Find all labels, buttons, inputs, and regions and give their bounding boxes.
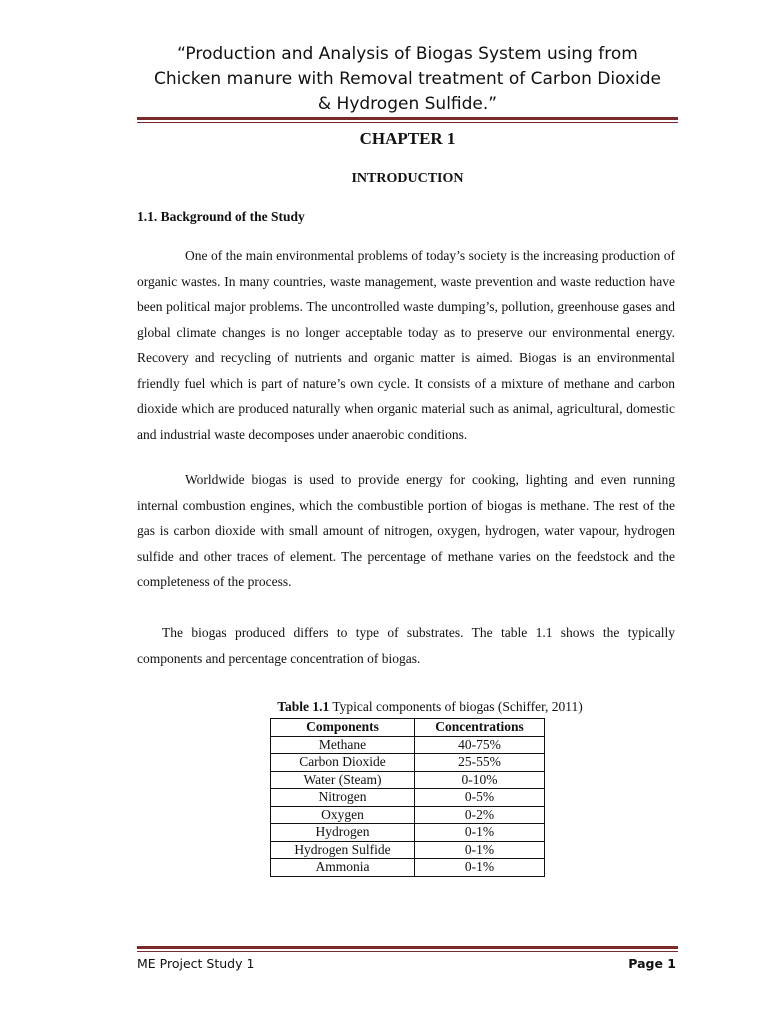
table-cell-component: Water (Steam) <box>271 771 415 789</box>
paragraph-3: The biogas produced differs to type of substrates. The table 1.1 shows the typically components and percentage concentration of biogas. <box>137 625 675 666</box>
table-cell-component: Methane <box>271 736 415 754</box>
table-header-row <box>271 719 545 737</box>
table-row <box>271 806 545 824</box>
table-row <box>271 859 545 877</box>
table-cell-component: Carbon Dioxide <box>271 754 415 772</box>
table-cell-concentration: 0-10% <box>415 771 545 789</box>
table-cell-component: Oxygen <box>271 806 415 824</box>
table-caption-text: Typical components of biogas (Schiffer, 2011) <box>329 699 583 714</box>
table-cell-concentration: 0-2% <box>415 806 545 824</box>
table-row <box>271 754 545 772</box>
header-title-line-3: & Hydrogen Sulfide.” <box>317 94 498 114</box>
table-cell-concentration: 0-1% <box>415 859 545 877</box>
table-row <box>271 771 545 789</box>
table-cell-concentration: 0-1% <box>415 841 545 859</box>
table-cell-component: Hydrogen Sulfide <box>271 841 415 859</box>
table-row <box>271 824 545 842</box>
paragraph-2: Worldwide biogas is used to provide energy for cooking, lighting and even running internal combustion engines, which the combustible portion of biogas is methane. The rest of the gas is carbon dioxide with small amount of nitrogen, oxygen, hydrogen, water vapour, hydrogen sulfide and other traces of element. The percentage of methane varies on the feedstock and the completeness of the process. <box>137 472 675 589</box>
table-cell-concentration: 0-5% <box>415 789 545 807</box>
biogas-components-table <box>270 718 545 877</box>
footer-project-label: ME Project Study 1 <box>137 956 255 971</box>
table-caption <box>137 699 723 715</box>
section-heading: 1.1. Background of the Study <box>137 209 305 224</box>
header-title-line-1: “Production and Analysis of Biogas System using from <box>177 44 638 64</box>
table-row <box>271 789 545 807</box>
table-cell-concentration: 25-55% <box>415 754 545 772</box>
table-cell-component: Hydrogen <box>271 824 415 842</box>
table-cell-component: Ammonia <box>271 859 415 877</box>
table-row <box>271 841 545 859</box>
document-header-title <box>100 42 715 117</box>
header-rule-thick <box>137 117 678 120</box>
footer-rule-thick <box>137 946 678 949</box>
footer-rule-thin <box>137 951 678 952</box>
table-cell-concentration: 40-75% <box>415 736 545 754</box>
paragraph-1: One of the main environmental problems of today’s society is the increasing production of organic wastes. In many countries, waste management, waste prevention and waste reduction have been political major problems. The uncontrolled waste dumping’s, pollution, greenhouse gases and global climate changes is no longer acceptable today as to preserve our environmental energy. Recovery and recycling of nutrients and organic matter is aimed. Biogas is an environmental friendly fuel which is part of nature’s own cycle. It consists of a mixture of methane and carbon dioxide which are produced naturally when organic material such as animal, agricultural, domestic and industrial waste decomposes under anaerobic conditions. <box>137 248 675 442</box>
table-header-concentrations: Concentrations <box>415 719 545 737</box>
table-header-components: Components <box>271 719 415 737</box>
chapter-subtitle: INTRODUCTION <box>351 171 464 186</box>
table-caption-label: Table 1.1 <box>277 699 330 714</box>
table-row <box>271 736 545 754</box>
table-cell-component: Nitrogen <box>271 789 415 807</box>
header-rule-thin <box>137 122 678 123</box>
footer-page-number: Page 1 <box>628 956 676 971</box>
header-title-line-2: Chicken manure with Removal treatment of Carbon Dioxide <box>154 69 661 89</box>
chapter-title: CHAPTER 1 <box>359 129 456 148</box>
table-cell-concentration: 0-1% <box>415 824 545 842</box>
